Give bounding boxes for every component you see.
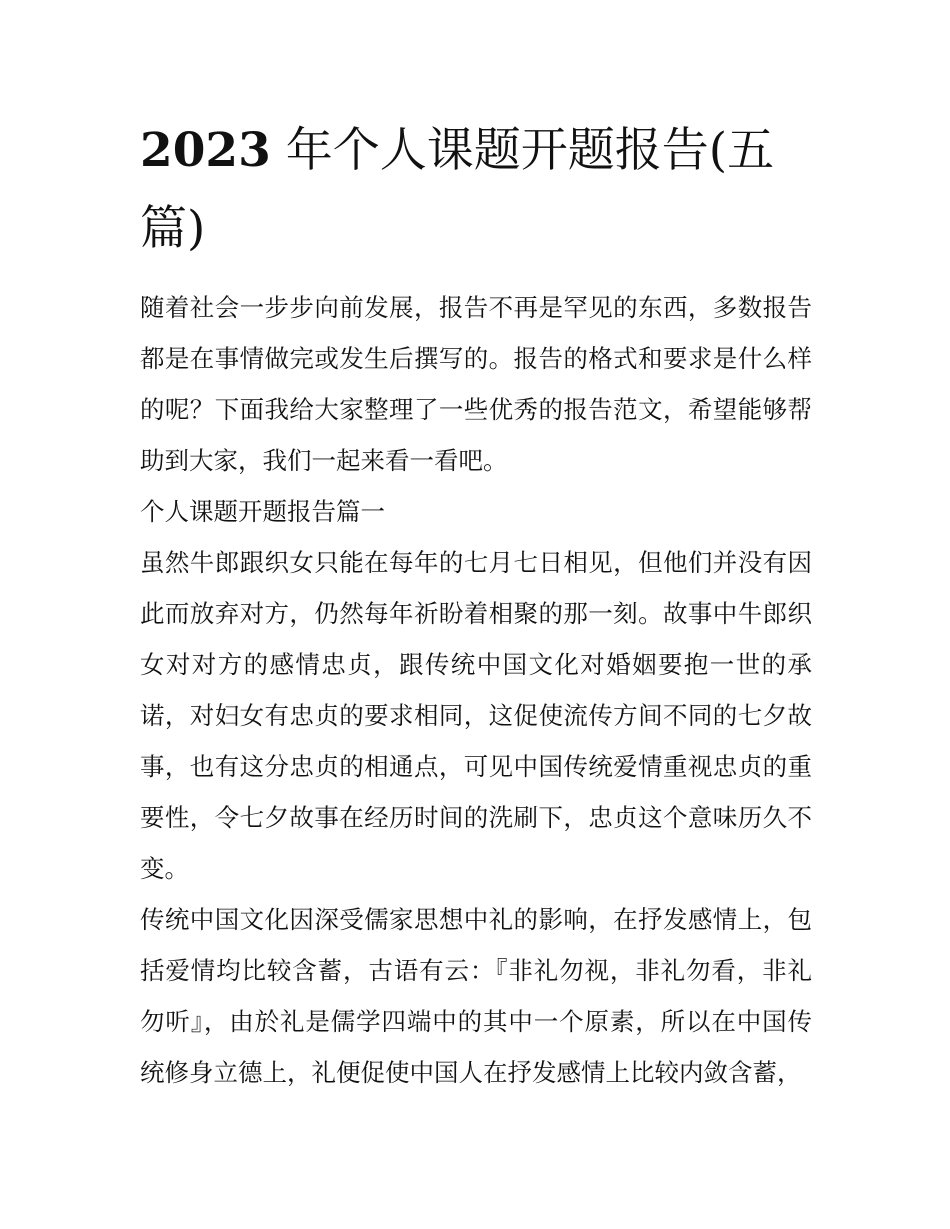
intro-paragraph: 随着社会一步步向前发展，报告不再是罕见的东西，多数报告都是在事情做完或发生后撰写的。报告的格式和要求是什么样的呢？下面我给大家整理了一些优秀的报告范文，希望能够帮助到大家，我们一起来看一看吧。 <box>140 293 812 475</box>
body-paragraph-2: 传统中国文化因深受儒家思想中礼的影响，在抒发感情上，包括爱情均比较含蓄，古语有云：『非礼勿视，非礼勿看，非礼勿听』，由於礼是儒学四端中的其中一个原素，所以在中国传统修身立德上，礼便促使中国人在抒发感情上比较内敛含蓄， <box>140 905 812 1087</box>
body-paragraph-1: 虽然牛郎跟织女只能在每年的七月七日相见，但他们并没有因此而放弃对方，仍然每年祈盼着相聚的那一刻。故事中牛郎织女对对方的感情忠贞，跟传统中国文化对婚姻要抱一世的承诺，对妇女有忠贞的要求相同，这促使流传方间不同的七夕故事，也有这分忠贞的相通点，可见中国传统爱情重视忠贞的重要性，令七夕故事在经历时间的洗刷下，忠贞这个意味历久不变。 <box>140 548 812 883</box>
title-text: 年个人课题开题报告(五篇) <box>140 123 775 256</box>
title-year: 2023 <box>140 123 271 178</box>
section-heading: 个人课题开题报告篇一 <box>140 497 385 526</box>
document-page <box>140 112 812 1098</box>
document-title <box>140 112 812 268</box>
